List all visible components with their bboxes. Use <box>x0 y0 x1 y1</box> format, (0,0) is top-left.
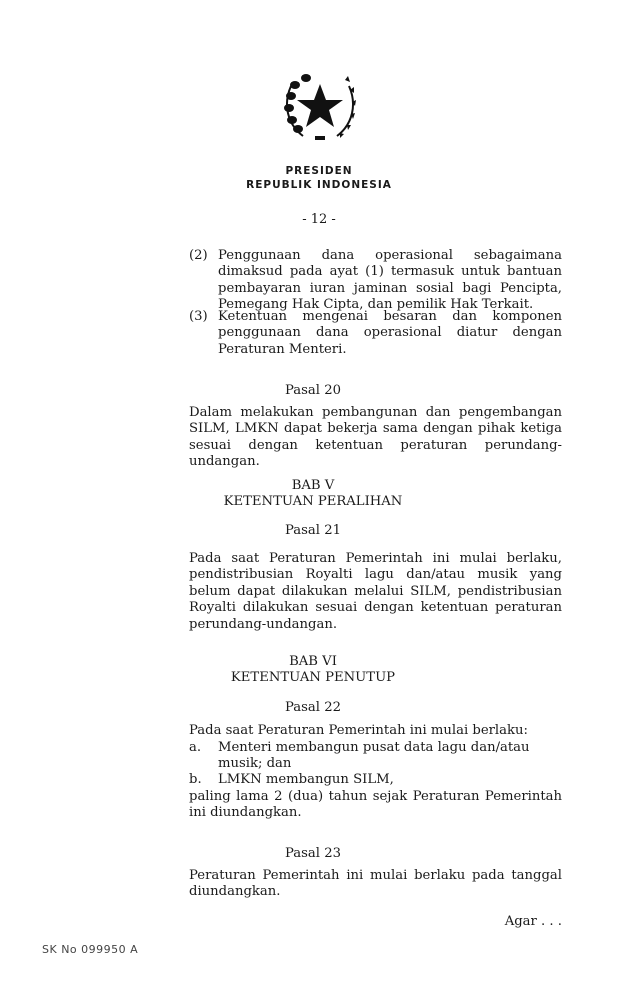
pasal-21-title: Pasal 21 <box>285 523 341 538</box>
header-presiden: PRESIDEN <box>285 165 353 177</box>
list-item-marker: a. <box>189 740 202 755</box>
pasal-22-closing: paling lama 2 (dua) tahun sejak Peraturan Pemerintah ini diundangkan. <box>189 789 562 821</box>
bab-5-subtitle: KETENTUAN PERALIHAN <box>223 494 403 509</box>
pasal-22-title: Pasal 22 <box>285 700 341 715</box>
item-number: (2) <box>189 248 208 263</box>
item-number: (3) <box>189 309 208 324</box>
page-number: - 12 - <box>302 212 336 227</box>
list-item-text: LMKN membangun SILM, <box>218 772 394 787</box>
list-item-marker: b. <box>189 772 202 787</box>
pasal-21-text: Pada saat Peraturan Pemerintah ini mulai berlaku, pendistribusian Royalti lagu dan/atau musik yang belum dapat dilakukan melalui SILM, pendistribusian Royalti dilakukan sesuai dengan ketentuan peraturan perundang-undangan. <box>189 551 562 632</box>
footer-document-code: SK No 099950 A <box>42 943 139 956</box>
pasal-20-text: Dalam melakukan pembangunan dan pengembangan SILM, LMKN dapat bekerja sama dengan pihak ketiga sesuai dengan ketentuan peraturan perundang-undangan. <box>189 405 562 470</box>
pasal-20-title: Pasal 20 <box>285 383 341 398</box>
bab-6-title: BAB VI <box>289 654 337 669</box>
garuda-star-emblem-icon <box>279 66 361 148</box>
pasal-23-text: Peraturan Pemerintah ini mulai berlaku pada tanggal diundangkan. <box>189 868 562 900</box>
header-republik: REPUBLIK INDONESIA <box>246 179 392 191</box>
pasal-23-title: Pasal 23 <box>285 846 341 861</box>
list-item-text: Menteri membangun pusat data lagu dan/atau musik; dan <box>218 740 530 772</box>
item-text: Ketentuan mengenai besaran dan komponen penggunaan dana operasional diatur dengan Peraturan Menteri. <box>218 309 562 357</box>
bab-5-title: BAB V <box>291 478 335 493</box>
pasal-22-intro: Pada saat Peraturan Pemerintah ini mulai berlaku: <box>189 723 528 738</box>
bab-6-subtitle: KETENTUAN PENUTUP <box>230 670 396 685</box>
item-text: Penggunaan dana operasional sebagaimana dimaksud pada ayat (1) termasuk untuk bantuan pembayaran iuran jaminan sosial bagi Pencipta, Pemegang Hak Cipta, dan pemilik Hak Terkait. <box>218 248 562 313</box>
next-page-catchword: Agar . . . <box>504 914 562 929</box>
